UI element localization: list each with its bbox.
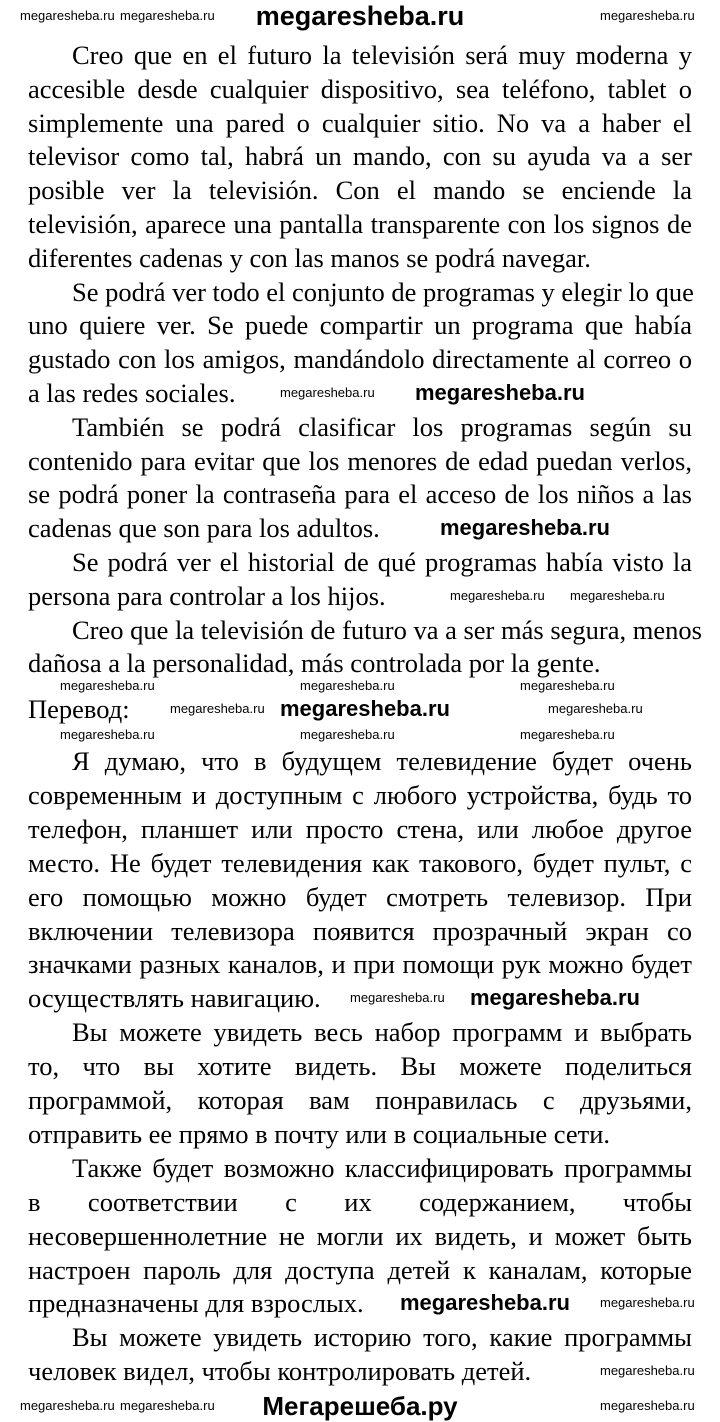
watermark: megaresheba.ru [280,385,375,400]
paragraph-line: diferentes cadenas y con las manos se podrá navegar. [28,242,591,273]
watermark: megaresheba.ru [450,587,545,603]
paragraph-line: место. Не будет телевидения как такового, будет пульт, с [28,847,692,878]
watermark: megaresheba.ru [170,701,265,716]
paragraph-line: uno quiere ver. Se puede compartir un programa que había [28,310,692,341]
paragraph-line: se podrá poner la contraseña para el acceso de los niños a las [28,479,692,510]
paragraph-line: accesible desde cualquier dispositivo, sea teléfono, tablet o [28,73,692,104]
watermark: megaresheba.ru [350,990,445,1006]
paragraph-line: Вы можете увидеть историю того, какие программы [72,1322,692,1353]
paragraph-line: человек видел, чтобы контролировать детей. [28,1356,532,1387]
watermark: megaresheba.ru [120,8,215,23]
watermark: megaresheba.ru [120,1398,215,1413]
watermark: megaresheba.ru [520,727,615,742]
watermark: megaresheba.ru [548,701,643,716]
paragraph-line: Вы можете увидеть весь набор программ и выбрать [72,1017,692,1048]
watermark-bold: megaresheba.ru [440,515,610,541]
watermark-bold: megaresheba.ru [415,380,585,405]
watermark: megaresheba.ru [300,727,395,742]
watermark: megaresheba.ru [60,678,155,693]
paragraph-line: Se podrá ver el historial de qué programas había visto la [72,547,692,577]
paragraph-line: persona para controlar a los hijos. [28,580,386,611]
paragraph-line: Se podrá ver todo el conjunto de programas y elegir lo que [72,276,694,307]
paragraph-line: dañosa a la personalidad, más controlada por la gente. [28,648,601,679]
paragraph-line: simplemente una pared o cualquier sitio. No va a haber el [28,107,692,138]
paragraph-line: отправить ее прямо в почту или в социальные сети. [28,1118,611,1149]
paragraph-line: Я думаю, что в будущем телевидение будет очень [72,746,692,776]
paragraph-line: televisor como tal, habrá un mando, con su ayuda va a ser [28,141,692,172]
paragraph-line: телефон, планшет или просто стена, или любое другое [28,813,692,844]
site-footer: Мегарешеба.ру [262,1391,458,1421]
watermark: megaresheba.ru [520,678,615,693]
watermark-bold: megaresheba.ru [280,696,450,721]
paragraph-line: в соответствии с их содержанием, чтобы [28,1186,692,1217]
translation-label: Перевод: [28,694,130,724]
watermark: megaresheba.ru [600,1363,695,1379]
paragraph-line: современным и доступным с любого устройства, будь то [28,779,692,810]
paragraph-line: Creo que la televisión de futuro va a ser más segura, menos [72,614,702,645]
paragraph-line: то, что вы хотите видеть. Вы можете поделиться [28,1051,692,1082]
paragraph-line: posible ver la televisión. Con el mando se enciende la [28,175,692,206]
paragraph-line: несовершеннолетние не могли их видеть, и может быть [28,1220,692,1251]
watermark: megaresheba.ru [20,8,115,23]
paragraph-line: gustado con los amigos, mandándolo directamente al correo o [28,344,692,375]
paragraph-line: a las redes sociales. [28,378,236,408]
paragraph-line: También se podrá clasificar los programas según su [72,411,692,442]
watermark: megaresheba.ru [600,1398,695,1413]
watermark: megaresheba.ru [60,727,155,742]
paragraph-line: значками разных каналов, и при помощи рук можно будет [28,949,692,980]
paragraph-line: Creo que en el futuro la televisión será muy moderna y [72,40,692,70]
watermark: megaresheba.ru [20,1398,115,1413]
watermark-bold: megaresheba.ru [470,985,640,1011]
paragraph-line: осуществлять навигацию. [28,983,321,1014]
watermark: megaresheba.ru [600,1295,695,1311]
paragraph-line: cadenas que son para los adultos. [28,513,380,544]
watermark-bold: megaresheba.ru [400,1290,570,1316]
paragraph-line: его помощью можно будет смотреть телевизор. При [28,881,692,912]
paragraph-line: Также будет возможно классифицировать программы [72,1152,692,1183]
watermark: megaresheba.ru [600,8,695,23]
paragraph-line: contenido para evitar que los menores de edad puedan verlos, [28,445,692,476]
paragraph-line: настроен пароль для доступа детей к каналам, которые [28,1254,692,1285]
site-header: megaresheba.ru [255,1,465,31]
paragraph-line: включении телевизора появится прозрачный экран со [28,915,692,946]
watermark: megaresheba.ru [570,587,665,603]
paragraph-line: televisión, aparece una pantalla transparente con los signos de [28,209,692,239]
watermark: megaresheba.ru [300,678,395,693]
paragraph-line: программой, которая вам понравилась с друзьями, [28,1085,692,1115]
paragraph-line: предназначены для взрослых. [28,1288,364,1319]
